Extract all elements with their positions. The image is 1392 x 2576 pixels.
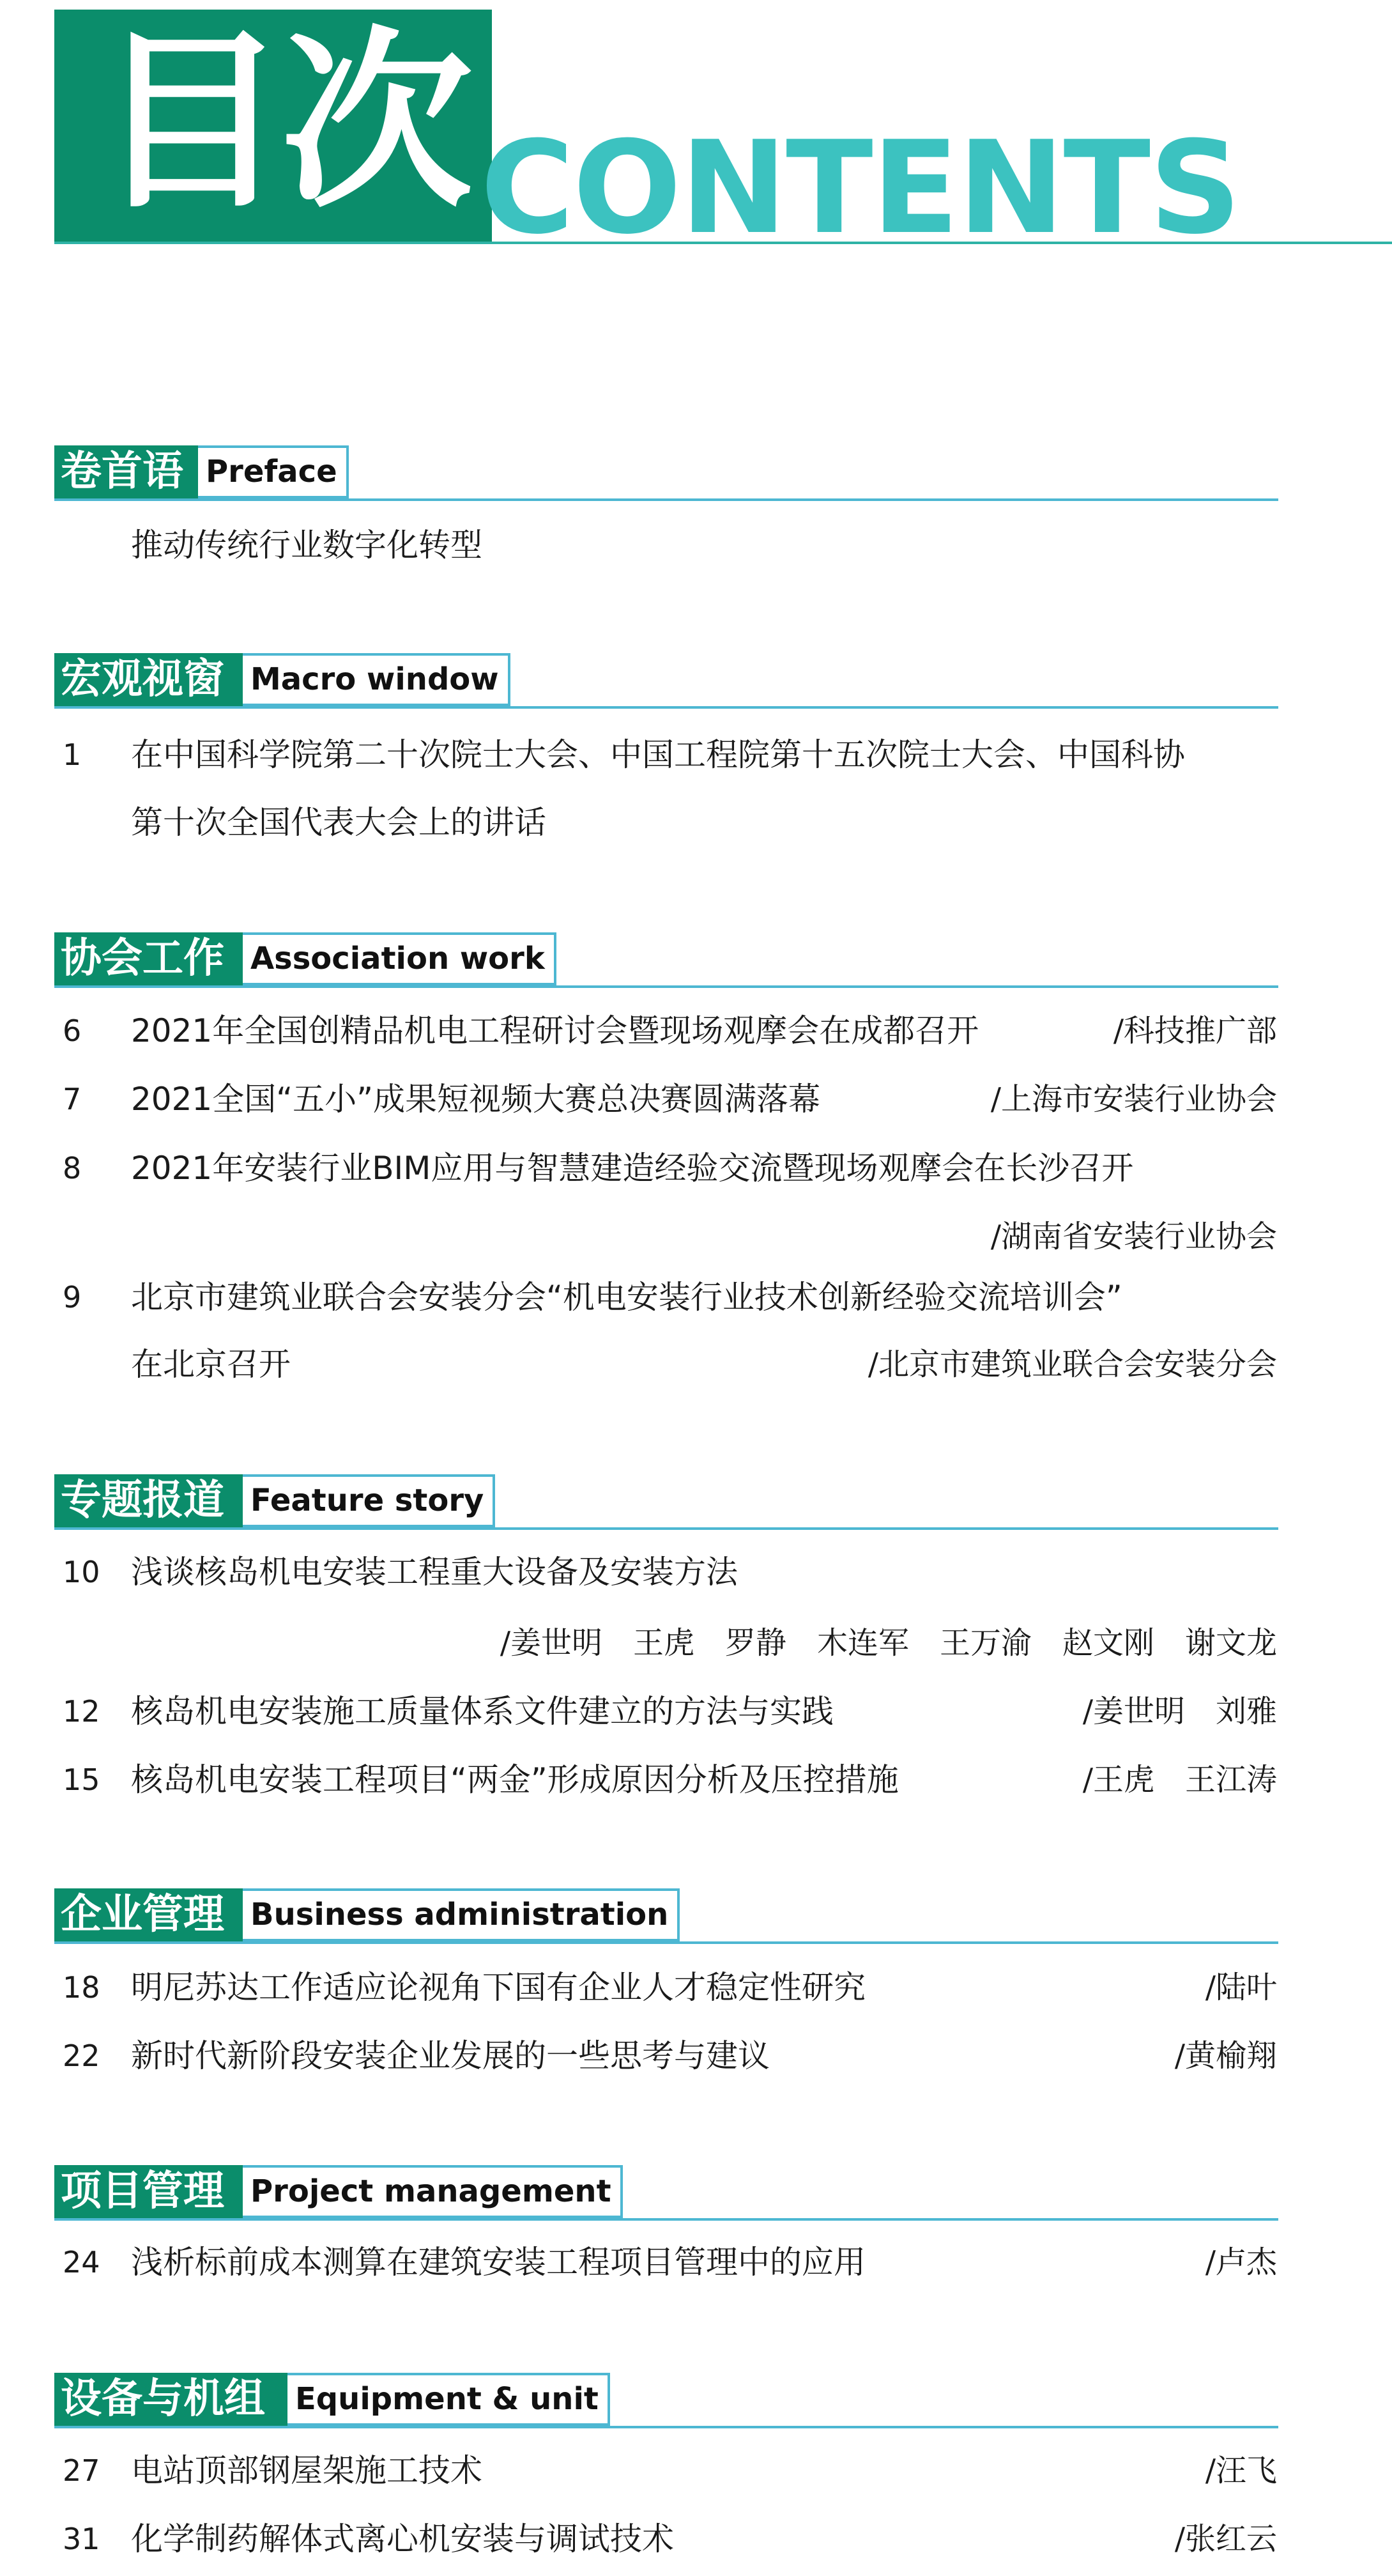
toc-entry[interactable] (0, 1005, 1392, 1056)
entry-title[interactable]: 核岛机电安装工程项目“两金”形成原因分析及压控措施 (131, 1761, 899, 1798)
entry-page: 22 (63, 2039, 100, 2073)
entry-title[interactable]: 浅谈核岛机电安装工程重大设备及安装方法 (131, 1554, 738, 1591)
toc-entry-continuation[interactable] (0, 797, 1392, 848)
entry-author: /北京市建筑业联合会安装分会 (868, 1346, 1277, 1382)
toc-entry[interactable] (0, 1546, 1392, 1598)
section-title-cn: 企业管理 (54, 1888, 243, 1941)
contents-title-en: CONTENTS (480, 114, 1241, 263)
toc-entry[interactable] (0, 2237, 1392, 2288)
toc-entry[interactable] (0, 2030, 1392, 2081)
section-title-en: Project management (243, 2165, 623, 2218)
entry-title[interactable]: 2021年全国创精品机电工程研讨会暨现场观摩会在成都召开 (131, 1012, 979, 1049)
section-title-en: Feature story (243, 1474, 495, 1527)
entry-author: /姜世明 王虎 罗静 木连军 王万渝 赵文刚 谢文龙 (500, 1625, 1277, 1661)
section-title-en: Association work (243, 932, 556, 985)
entry-page: 9 (63, 1280, 82, 1315)
entry-page: 7 (63, 1082, 82, 1116)
section-rule (54, 706, 1278, 709)
entry-author: /汪飞 (1205, 2453, 1277, 2488)
entry-page: 31 (63, 2522, 100, 2556)
entry-title[interactable]: 核岛机电安装施工质量体系文件建立的方法与实践 (131, 1693, 834, 1730)
entry-page: 8 (63, 1151, 82, 1185)
toc-entry[interactable] (0, 729, 1392, 780)
section-rule (54, 985, 1278, 988)
toc-entry-continuation[interactable] (0, 1211, 1392, 1262)
toc-entry[interactable] (0, 1143, 1392, 1194)
entry-title[interactable]: 北京市建筑业联合会安装分会“机电安装行业技术创新经验交流培训会” (131, 1279, 1122, 1316)
toc-entry[interactable] (0, 1754, 1392, 1805)
entry-title[interactable]: 化学制药解体式离心机安装与调试技术 (131, 2520, 674, 2557)
entry-page: 1 (63, 737, 82, 772)
entry-title-line2[interactable]: 第十次全国代表大会上的讲话 (131, 804, 546, 841)
entry-author: /科技推广部 (1113, 1013, 1277, 1049)
entry-author: /王虎 王江涛 (1082, 1762, 1277, 1798)
contents-title-cn: 目次 (96, 8, 466, 234)
entry-title[interactable]: 在中国科学院第二十次院士大会、中国工程院第十五次院士大会、中国科协 (131, 736, 1185, 773)
section-rule (54, 2426, 1278, 2428)
entry-title[interactable]: 推动传统行业数字化转型 (131, 527, 482, 564)
entry-author: /卢杰 (1205, 2244, 1277, 2280)
entry-page: 12 (63, 1694, 100, 1729)
section-title-cn: 卷首语 (54, 445, 198, 498)
section-title-cn: 设备与机组 (54, 2373, 287, 2426)
section-title-en: Macro window (243, 653, 510, 706)
toc-entry[interactable] (0, 2513, 1392, 2564)
toc-entry[interactable] (0, 520, 1392, 571)
entry-author: /黄榆翔 (1174, 2038, 1277, 2074)
toc-entry[interactable] (0, 1962, 1392, 2013)
entry-author: /湖南省安装行业协会 (990, 1219, 1277, 1254)
entry-page: 6 (63, 1014, 82, 1048)
toc-entry[interactable] (0, 1074, 1392, 1125)
entry-page: 27 (63, 2453, 100, 2488)
entry-page: 10 (63, 1555, 100, 1589)
entry-title[interactable]: 浅析标前成本测算在建筑安装工程项目管理中的应用 (131, 2244, 866, 2281)
toc-entry-continuation[interactable] (0, 1339, 1392, 1390)
section-rule (54, 498, 1278, 501)
entry-title[interactable]: 电站顶部钢屋架施工技术 (131, 2452, 482, 2489)
entry-page: 18 (63, 1970, 100, 2005)
entry-title[interactable]: 明尼苏达工作适应论视角下国有企业人才稳定性研究 (131, 1969, 866, 2006)
section-rule (54, 1527, 1278, 1530)
entry-page: 24 (63, 2245, 100, 2279)
section-rule (54, 1941, 1278, 1944)
entry-author: /姜世明 刘雅 (1082, 1693, 1277, 1729)
toc-entry[interactable] (0, 2445, 1392, 2496)
section-title-en: Preface (198, 445, 349, 498)
toc-entry[interactable] (0, 1686, 1392, 1737)
section-title-cn: 宏观视窗 (54, 653, 243, 706)
section-title-cn: 协会工作 (54, 932, 243, 985)
entry-title[interactable]: 2021年安装行业BIM应用与智慧建造经验交流暨现场观摩会在长沙召开 (131, 1150, 1134, 1187)
section-rule (54, 2218, 1278, 2221)
entry-author: /张红云 (1174, 2521, 1277, 2557)
section-title-cn: 专题报道 (54, 1474, 243, 1527)
entry-title[interactable]: 2021全国“五小”成果短视频大赛总决赛圆满落幕 (131, 1081, 821, 1118)
toc-entry[interactable] (0, 1272, 1392, 1323)
entry-page: 15 (63, 1762, 100, 1797)
entry-title-line2[interactable]: 在北京召开 (131, 1346, 291, 1383)
entry-author: /陆叶 (1205, 1970, 1277, 2005)
section-title-en: Business administration (243, 1888, 680, 1941)
entry-title[interactable]: 新时代新阶段安装企业发展的一些思考与建议 (131, 2037, 770, 2074)
entry-author: /上海市安装行业协会 (990, 1081, 1277, 1117)
toc-entry-continuation[interactable] (0, 1617, 1392, 1669)
section-title-en: Equipment & unit (287, 2373, 610, 2426)
section-title-cn: 项目管理 (54, 2165, 243, 2218)
